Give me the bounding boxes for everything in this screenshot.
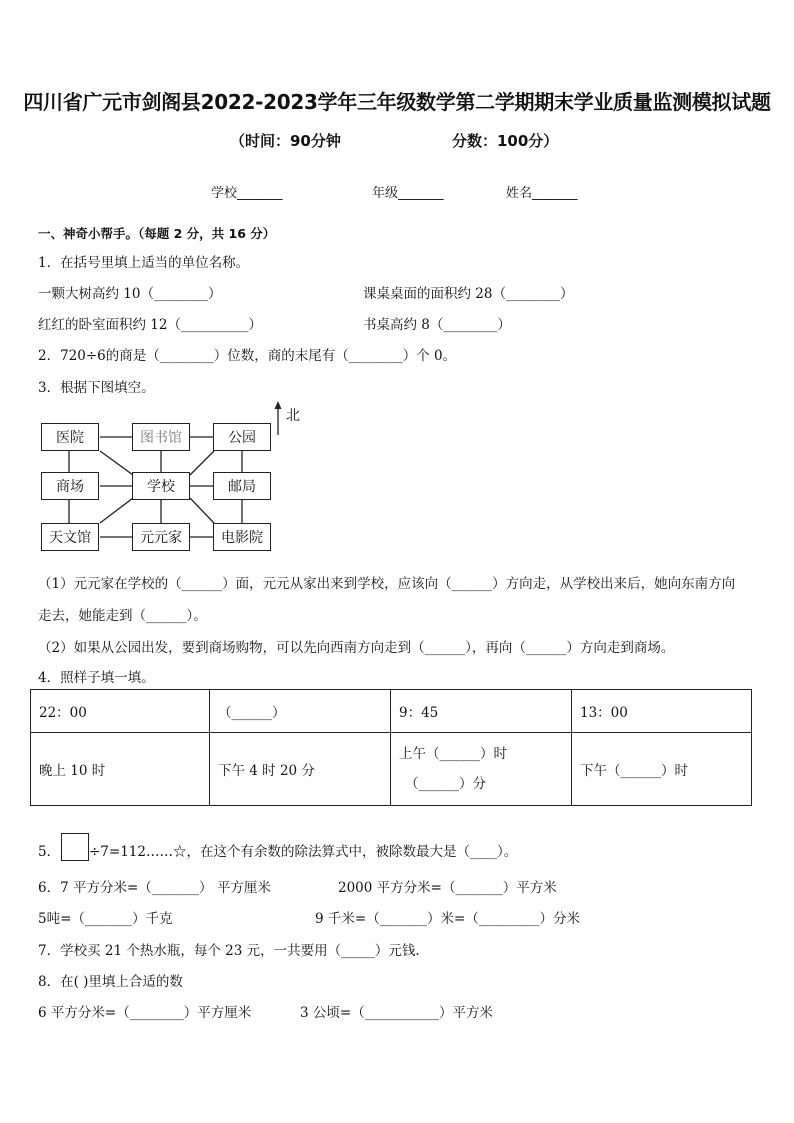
map-school: 学校	[132, 472, 190, 500]
q8-stem: 8．在( )里填上合适的数	[38, 974, 183, 990]
q5-number: 5．	[38, 844, 61, 860]
q8-a: 6 平方分米=（________）平方厘米	[38, 1005, 252, 1021]
name-field: 姓名_______	[506, 186, 578, 201]
q7: 7．学校买 21 个热水瓶，每个 23 元，一共要用（_____）元钱.	[38, 943, 420, 959]
q1-b: 课桌桌面的面积约 28（________）	[363, 286, 574, 302]
table-row	[31, 690, 752, 733]
q3-part1-line1: （1）元元家在学校的（______）面，元元从家出来到学校，应该向（______）方向走，从学校出来后，她向东南方向	[38, 576, 736, 592]
map-hospital: 医院	[41, 423, 99, 451]
table-cell: 13：00	[572, 690, 752, 733]
grade-field: 年级_______	[372, 186, 444, 201]
q6-a: 6．7 平方分米=（_______） 平方厘米	[38, 880, 271, 896]
cell-line: 上午（______）时	[399, 746, 507, 762]
q1-c: 红红的卧室面积约 12（__________）	[38, 317, 262, 333]
q2: 2．720÷6的商是（________）位数，商的末尾有（________）个 0。	[38, 348, 457, 364]
table-cell: 9：45	[391, 690, 572, 733]
school-field: 学校_______	[211, 186, 283, 201]
time-table	[30, 689, 752, 806]
exam-score: 分数：100分）	[452, 132, 559, 150]
q4-stem: 4．照样子填一填。	[38, 670, 155, 686]
q1-a: 一颗大树高约 10（________）	[38, 286, 222, 302]
map-library: 图书馆	[132, 423, 190, 451]
q5-text: ÷7=112……☆，在这个有余数的除法算式中，被除数最大是（____）。	[89, 844, 518, 860]
map-park: 公园	[213, 423, 271, 451]
section-heading: 一、神奇小帮手。（每题 2 分，共 16 分）	[38, 226, 276, 241]
cell-line: （______）分	[405, 776, 486, 792]
map-yuanyuan-home: 元元家	[132, 523, 190, 551]
exam-time: （时间：90分钟	[230, 132, 341, 150]
q8-b: 3 公顷=（___________）平方米	[300, 1005, 493, 1021]
table-cell: （______）	[210, 690, 391, 733]
page-title: 四川省广元市剑阁县2022-2023学年三年级数学第二学期期末学业质量监测模拟试题	[23, 90, 771, 114]
map-mall: 商场	[41, 472, 99, 500]
q6-c: 5吨=（_______）千克	[38, 911, 173, 927]
q3-part2: （2）如果从公园出发，要到商场购物，可以先向西南方向走到（______），再向（______）方向走到商场。	[38, 640, 675, 656]
q1-stem: 1．在括号里填上适当的单位名称。	[38, 255, 250, 271]
answer-box	[61, 833, 89, 861]
table-cell: 晚上 10 时	[31, 733, 210, 806]
q3-part1-line2: 走去，她能走到（______）。	[38, 608, 207, 624]
table-cell: 22：00	[31, 690, 210, 733]
map-post-office: 邮局	[213, 472, 271, 500]
q6-d: 9 千米=（_______）米=（_________）分米	[315, 911, 581, 927]
q3-stem: 3．根据下图填空。	[38, 380, 155, 396]
table-cell	[391, 733, 572, 806]
table-cell: 下午（______）时	[572, 733, 752, 806]
map-cinema: 电影院	[213, 523, 271, 551]
map-observatory: 天文馆	[41, 523, 99, 551]
q6-b: 2000 平方分米=（_______）平方米	[338, 880, 557, 896]
table-cell: 下午 4 时 20 分	[210, 733, 391, 806]
table-row	[31, 733, 752, 806]
q1-d: 书桌高约 8（________）	[363, 317, 511, 333]
north-label: 北	[286, 408, 300, 424]
